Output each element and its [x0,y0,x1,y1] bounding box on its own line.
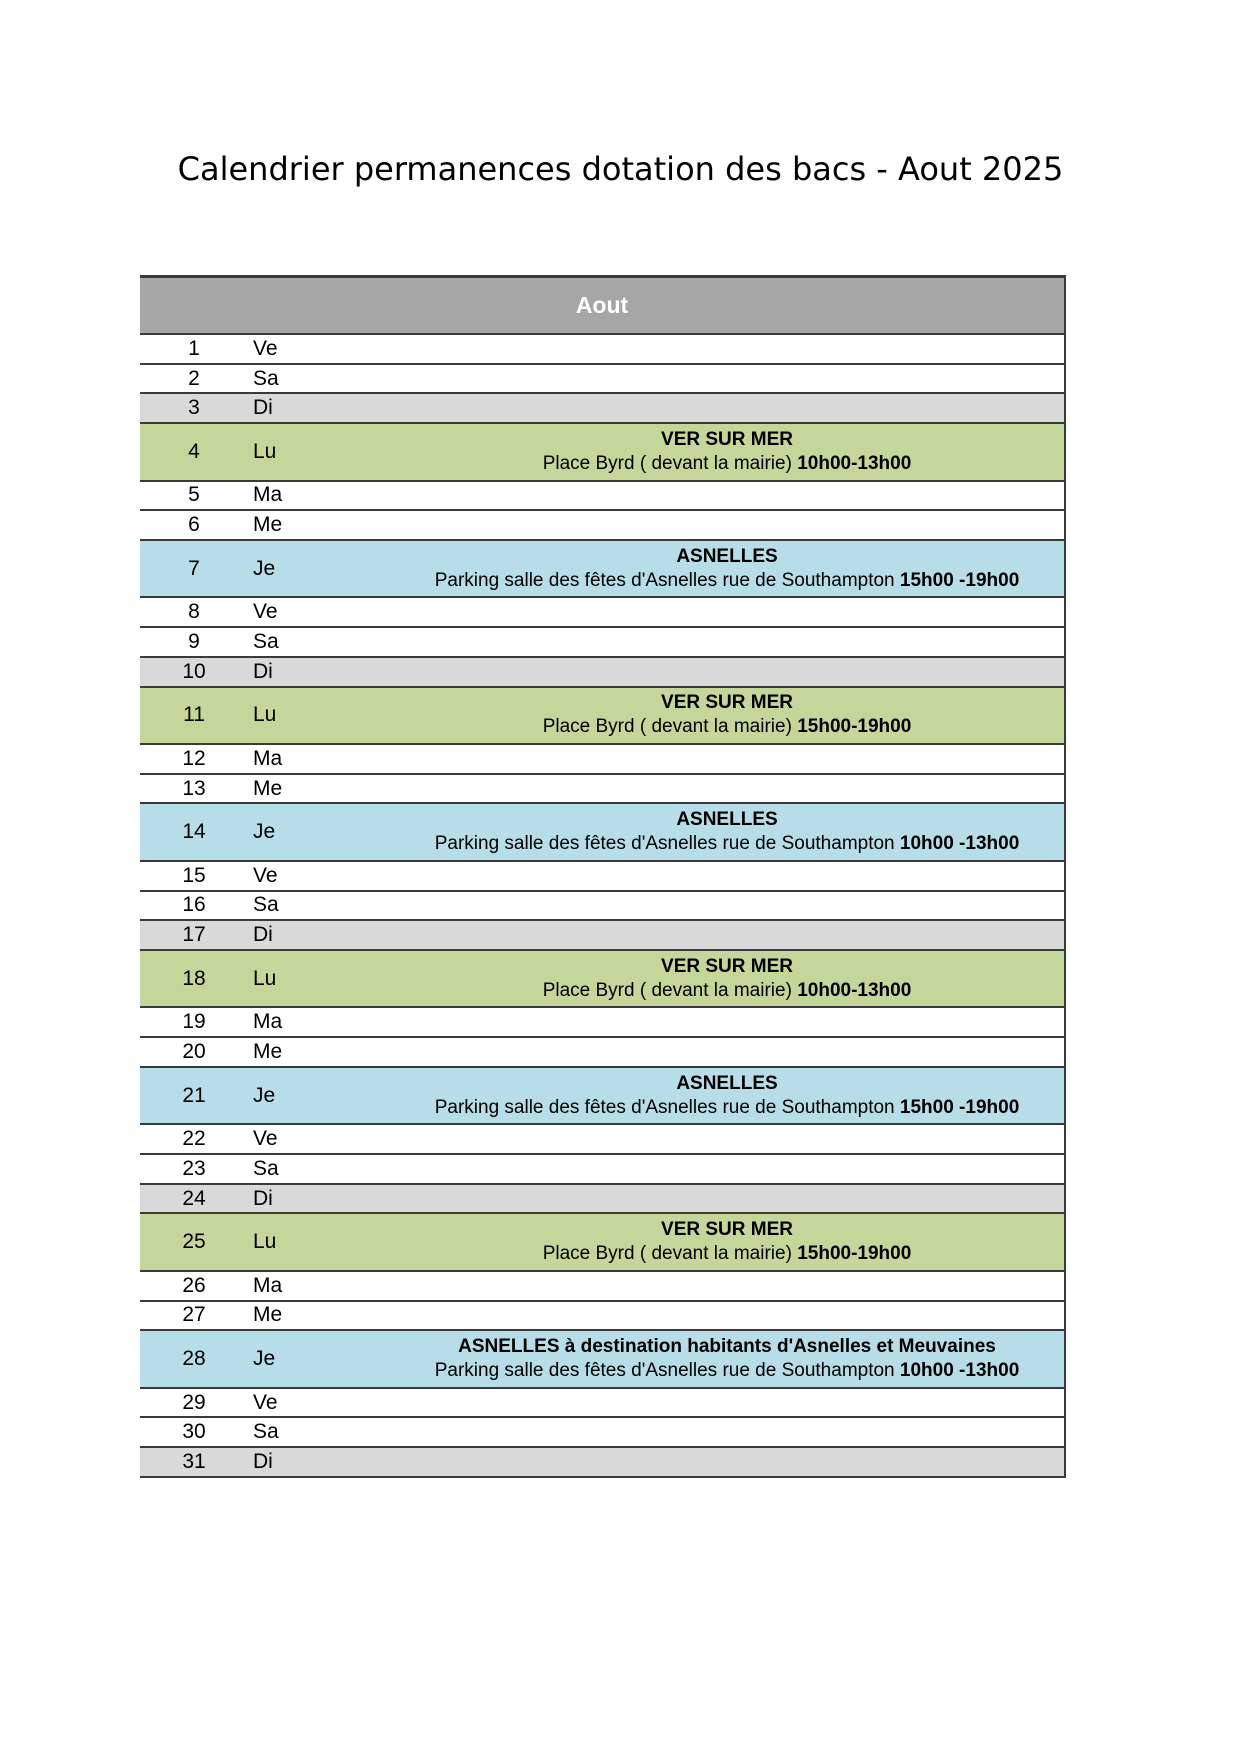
table-row [140,541,1064,599]
calendar-table [140,275,1066,1478]
event-place: Parking salle des fêtes d'Asnelles rue de Southampton [434,1096,895,1118]
event-title: ASNELLES à destination habitants d'Asnelles et Meuvaines [458,1336,996,1357]
day-abbrev: Ma [253,746,283,770]
day-number: 19 [182,1010,206,1034]
event-details [543,979,912,1003]
day-number: 20 [182,1039,206,1063]
event-details [435,832,1020,856]
event-cell [390,1331,1064,1387]
day-number: 12 [182,746,206,770]
event-cell [390,1418,1064,1446]
page-title: Calendrier permanences dotation des bacs - Aout 2025 [177,150,1064,188]
event-title: VER SUR MER [661,428,793,450]
event-place: Place Byrd ( devant la mairie) [542,716,798,738]
event-time: 15h00 -19h00 [899,569,1020,591]
table-row [140,1302,1064,1332]
day-abbrev: Ma [253,1010,283,1034]
table-row [140,921,1064,951]
table-row [140,1214,1064,1272]
event-cell [390,1155,1064,1183]
day-number: 8 [188,600,200,624]
day-number: 16 [182,893,206,917]
event-title: VER SUR MER [661,692,793,714]
event-time: 15h00 -19h00 [899,1096,1020,1118]
day-abbrev: Me [253,1039,283,1063]
event-title: ASNELLES [676,1072,778,1094]
event-cell [390,1185,1064,1213]
event-cell [390,775,1064,803]
event-time: 15h00-19h00 [797,716,912,738]
table-row [140,598,1064,628]
day-abbrev: Je [253,1347,276,1370]
event-cell [390,1125,1064,1153]
day-number: 28 [182,1347,206,1370]
event-details [543,452,912,476]
day-abbrev: Sa [253,1420,279,1444]
table-row [140,804,1064,862]
event-place: Place Byrd ( devant la mairie) [542,1243,798,1265]
event-details [543,1242,912,1266]
event-cell [390,745,1064,773]
event-cell [390,1008,1064,1036]
day-abbrev: Ve [253,1127,278,1151]
event-time: 10h00-13h00 [797,452,912,474]
day-number: 29 [182,1390,206,1414]
event-cell [390,365,1064,393]
day-number: 22 [182,1127,206,1151]
day-abbrev: Ve [253,1390,278,1414]
event-cell [390,598,1064,626]
event-place: Place Byrd ( devant la mairie) [542,452,798,474]
table-row [140,1418,1064,1448]
event-place: Parking salle des fêtes d'Asnelles rue de Southampton [434,569,895,591]
event-cell [390,628,1064,656]
table-row [140,482,1064,512]
day-number: 14 [182,820,206,844]
table-row [140,745,1064,775]
table-row [140,335,1064,365]
day-number: 27 [182,1303,206,1327]
day-abbrev: Sa [253,629,279,653]
event-title: ASNELLES [676,545,778,567]
event-time: 15h00-19h00 [797,1243,912,1265]
day-number: 9 [188,629,200,653]
event-cell [390,424,1064,480]
day-abbrev: Ve [253,600,278,624]
event-details [543,715,912,739]
event-cell [390,335,1064,363]
table-row [140,1155,1064,1185]
day-abbrev: Lu [253,439,277,463]
day-number: 3 [188,396,200,420]
table-row [140,628,1064,658]
day-number: 10 [182,659,206,683]
event-cell [390,862,1064,890]
event-cell [390,1214,1064,1270]
table-row [140,658,1064,688]
table-row [140,1331,1064,1389]
day-abbrev: Di [253,1186,273,1210]
event-title: VER SUR MER [661,1219,793,1241]
day-number: 13 [182,776,206,800]
day-number: 2 [188,366,200,390]
event-cell [390,804,1064,860]
day-abbrev: Sa [253,1156,279,1180]
table-row [140,951,1064,1009]
event-cell [390,511,1064,539]
event-place: Parking salle des fêtes d'Asnelles rue de Southampton [434,833,895,855]
event-place: Place Byrd ( devant la mairie) [542,979,798,1001]
day-abbrev: Ve [253,336,278,360]
table-row [140,424,1064,482]
day-number: 26 [182,1273,206,1297]
day-abbrev: Je [253,556,276,580]
day-number: 24 [182,1186,206,1210]
day-number: 4 [188,439,200,463]
day-abbrev: Me [253,776,283,800]
event-cell [390,482,1064,510]
event-cell [390,951,1064,1007]
event-details [435,569,1020,593]
table-row [140,892,1064,922]
day-number: 11 [183,703,205,727]
event-cell [390,921,1064,949]
day-abbrev: Me [253,1303,283,1327]
table-row [140,511,1064,541]
day-abbrev: Ma [253,1273,283,1297]
event-time: 10h00-13h00 [797,979,912,1001]
event-details [435,1096,1020,1120]
day-abbrev: Sa [253,893,279,917]
event-cell [390,541,1064,597]
table-row [140,1448,1064,1478]
event-cell [390,892,1064,920]
event-cell [390,688,1064,744]
day-abbrev: Lu [253,1230,277,1254]
table-row [140,394,1064,424]
table-row [140,1185,1064,1215]
event-cell [390,1068,1064,1124]
event-title: VER SUR MER [661,955,793,977]
day-abbrev: Je [253,1083,276,1107]
event-cell [390,1448,1064,1476]
day-abbrev: Ma [253,483,283,507]
event-cell [390,1389,1064,1417]
day-number: 15 [182,863,206,887]
table-row [140,1008,1064,1038]
day-number: 6 [188,513,200,537]
day-number: 31 [182,1449,206,1473]
event-place: Parking salle des fêtes d'Asnelles rue de Southampton [434,1360,895,1381]
table-row [140,1125,1064,1155]
table-row [140,775,1064,805]
day-number: 5 [188,483,200,507]
event-time: 10h00 -13h00 [899,1360,1020,1381]
day-abbrev: Lu [253,703,277,727]
event-details [435,1359,1020,1383]
table-row [140,688,1064,746]
day-abbrev: Ve [253,863,278,887]
day-number: 23 [182,1156,206,1180]
event-cell [390,394,1064,422]
table-row [140,1272,1064,1302]
event-cell [390,1302,1064,1330]
table-row [140,1389,1064,1419]
table-row [140,862,1064,892]
day-number: 21 [182,1083,206,1107]
event-title: ASNELLES [676,809,778,831]
event-cell [390,1038,1064,1066]
month-header: Aout [140,278,1064,335]
day-abbrev: Di [253,923,273,947]
table-row [140,365,1064,395]
day-abbrev: Me [253,513,283,537]
day-abbrev: Sa [253,366,279,390]
event-cell [390,658,1064,686]
event-time: 10h00 -13h00 [899,833,1020,855]
day-number: 7 [188,556,200,580]
event-cell [390,1272,1064,1300]
day-number: 25 [182,1230,206,1254]
day-abbrev: Lu [253,966,277,990]
day-number: 18 [182,966,206,990]
day-abbrev: Di [253,1449,273,1473]
day-abbrev: Je [253,820,276,844]
day-number: 1 [188,336,200,360]
day-abbrev: Di [253,659,273,683]
day-abbrev: Di [253,396,273,420]
day-number: 17 [182,923,206,947]
day-number: 30 [182,1420,206,1444]
table-row [140,1038,1064,1068]
table-row [140,1068,1064,1126]
calendar-rows [140,335,1064,1478]
